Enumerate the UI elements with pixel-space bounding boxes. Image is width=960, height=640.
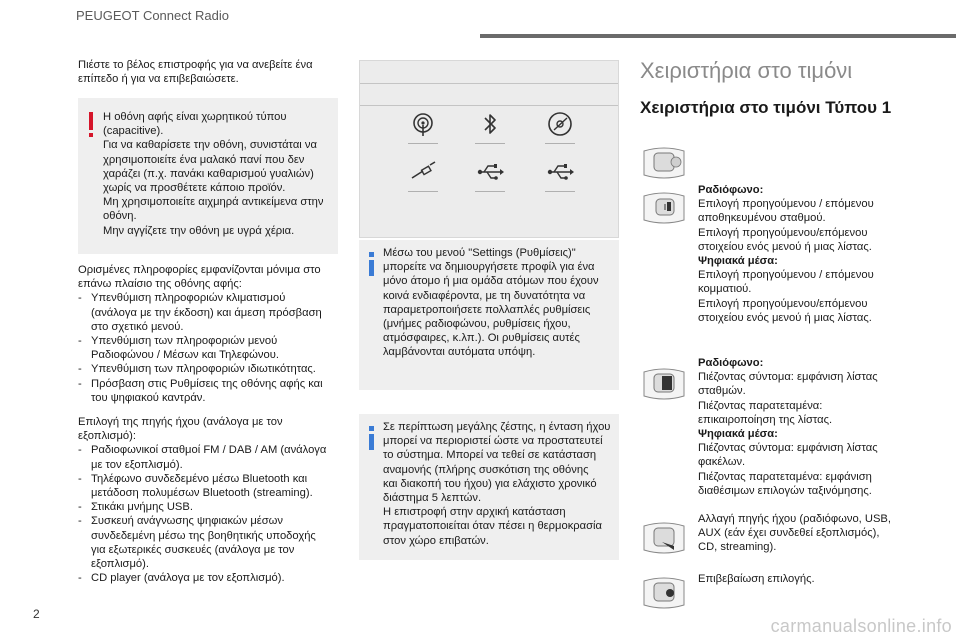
- watermark: carmanualsonline.info: [770, 616, 952, 636]
- text-line: αναμονής (πλήρης συσκότιση της οθόνης: [383, 463, 589, 476]
- text-line: - Συσκευή ανάγνωσης ψηφιακών μέσων: [91, 515, 284, 528]
- text-line: μόνο άτομο ή μια ομάδα ατόμων που έχουν: [383, 275, 599, 288]
- divider: [545, 143, 575, 144]
- text-line: (μνήμες ραδιοφώνου, ρυθμίσεις ήχου,: [383, 318, 571, 331]
- source-screen-illustration: [359, 60, 619, 238]
- text-line: μπορείτε να δημιουργήσετε προφίλ για ένα: [383, 261, 595, 274]
- text-line: - Πρόσβαση στις Ρυθμίσεις της οθόνης αφής και: [91, 377, 323, 390]
- list-item: [78, 472, 340, 500]
- divider: [408, 191, 438, 192]
- text-line: κοινά ενδιαφέροντα, με τη δυνατότητα να: [383, 289, 586, 302]
- bluetooth-icon[interactable]: [475, 109, 505, 139]
- intro-paragraph: [78, 58, 340, 86]
- text-line: Ορισμένες πληροφορίες εμφανίζονται μόνιμα στο: [78, 264, 321, 276]
- text-line: ατμόσφαιρες, κ.λπ.). Οι ρυθμίσεις αυτές: [383, 332, 580, 345]
- text-line: - Στικάκι μνήμης USB.: [91, 501, 193, 514]
- text-line: Σε περίπτωση μεγάλης ζέστης, η ένταση ήχου: [383, 421, 611, 433]
- warning-text: [103, 110, 331, 238]
- text-line: Πιέζοντας σύντομα: εμφάνιση λίστας: [698, 371, 878, 384]
- display-info-list: [78, 291, 340, 405]
- text-line: κομματιού.: [698, 283, 752, 296]
- page-number: 2: [33, 607, 40, 621]
- cd-icon[interactable]: [545, 109, 575, 139]
- text-line: διάστημα 5 λεπτών.: [383, 492, 482, 505]
- text-line: Πιέζοντας σύντομα: εμφάνιση λίστας: [698, 442, 878, 455]
- text-line: (ανάλογα με την έκδοση) και άμεση πρόσβαση: [91, 306, 322, 319]
- info-icon: [367, 252, 377, 278]
- list-item: [78, 291, 340, 334]
- source-control-description: [698, 512, 910, 555]
- text-line: στοιχείου ενός μενού ή μιας λίστας.: [698, 311, 872, 324]
- text-line: Η οθόνη αφής είναι χωρητικού τύπου: [103, 111, 287, 123]
- header-divider: [480, 34, 956, 38]
- usb-icon[interactable]: [545, 157, 575, 187]
- text-line: Πιέζοντας παρατεταμένα: εμφάνιση: [698, 470, 872, 483]
- text-line: του ψηφιακού καντράν.: [91, 391, 206, 404]
- display-info-section: [78, 263, 340, 405]
- text-line: στον χώρο επιβατών.: [383, 534, 489, 547]
- text-line: το σύστημα. Μπορεί να τεθεί σε κατάσταση: [383, 449, 597, 462]
- text-line: - CD player (ανάλογα με τον εξοπλισμό).: [91, 572, 285, 585]
- text-line: - Υπενθύμιση των πληροφοριών ιδιωτικότητας.: [91, 363, 316, 376]
- source-control-icon: [640, 520, 688, 556]
- text-line: στο σχετικό μενού.: [91, 320, 184, 333]
- text-line: Ραδιοφώνου / Μέσων και Τηλεφώνου.: [91, 349, 279, 362]
- radio-heading: Ραδιόφωνο:: [698, 357, 764, 369]
- divider: [545, 191, 575, 192]
- text-line: με τον εξοπλισμό).: [91, 458, 183, 471]
- list-item: [78, 443, 340, 471]
- text-line: χωρίς να προσθέτετε κάποιο προϊόν.: [103, 182, 286, 195]
- list-control-description: [698, 356, 910, 498]
- list-item: [78, 571, 340, 585]
- info-box-heat: [359, 414, 619, 560]
- text-line: στοιχείου ενός μενού ή μιας λίστας.: [698, 240, 872, 253]
- aux-jack-icon[interactable]: [408, 157, 438, 187]
- text-line: - Τηλέφωνο συνδεδεμένο μέσω Bluetooth και: [91, 472, 308, 485]
- usb-icon[interactable]: [475, 157, 505, 187]
- media-heading: Ψηφιακά μέσα:: [698, 428, 778, 441]
- info-icon: [367, 426, 377, 452]
- text-line: CD, streaming).: [698, 541, 777, 554]
- text-line: εξοπλισμό):: [78, 430, 136, 443]
- text-line: - Υπενθύμιση των πληροφοριών μενού: [91, 335, 278, 348]
- text-line: συνδεδεμένη μέσω της βοηθητικής υποδοχής: [91, 529, 316, 542]
- text-line: μπορεί να περιοριστεί ώστε να προστατευτεί: [383, 435, 603, 448]
- manual-title: PEUGEOT Connect Radio: [76, 8, 229, 23]
- text-line: επικαιροποίηση της λίστας.: [698, 413, 833, 426]
- text-line: Αλλαγή πηγής ήχου (ραδιόφωνο, USB,: [698, 513, 891, 525]
- text-line: διαθέσιμων επιλογών ταξινόμησης.: [698, 484, 872, 497]
- list-control-icon: [640, 366, 688, 402]
- text-line: Πιέστε το βέλος επιστροφής για να ανεβείτε ένα: [78, 59, 313, 71]
- text-line: Μην αγγίζετε την οθόνη με υγρά χέρια.: [103, 224, 295, 237]
- text-line: για εξωτερικές συσκευές (ανάλογα με τον: [91, 543, 295, 556]
- list-item: [78, 514, 340, 571]
- divider: [408, 143, 438, 144]
- text-line: - Ραδιοφωνικοί σταθμοί FM / DAB / AM (ανάλογα: [91, 444, 327, 457]
- text-line: Πιέζοντας παρατεταμένα:: [698, 399, 823, 412]
- text-line: - Υπενθύμιση πληροφοριών κλιματισμού: [91, 292, 286, 305]
- info-box-profiles: [359, 240, 619, 390]
- text-line: πραγματοποιείται όταν πέσει η θερμοκρασία: [383, 520, 602, 533]
- text-line: αποθηκευμένου σταθμού.: [698, 212, 826, 225]
- info-text: [383, 246, 613, 360]
- seek-control-icon: [640, 190, 688, 226]
- info-text: [383, 420, 613, 548]
- divider: [475, 191, 505, 192]
- warning-icon: [87, 112, 99, 140]
- media-heading: Ψηφιακά μέσα:: [698, 255, 778, 268]
- text-line: Για να καθαρίσετε την οθόνη, συνιστάται να: [103, 139, 317, 152]
- text-line: οθόνη.: [103, 210, 137, 223]
- text-line: Επιλογή της πηγής ήχου (ανάλογα με τον: [78, 416, 283, 428]
- text-line: παραμετροποιήσετε πολλαπλές ρυθμίσεις: [383, 303, 591, 316]
- text-line: Επιλογή προηγούμενου/επόμενου: [698, 226, 868, 239]
- text-line: χρησιμοποιείτε ένα μαλακό πανί που δεν: [103, 153, 305, 166]
- confirm-control-description: [698, 572, 910, 586]
- text-line: Επιλογή προηγούμενου/επόμενου: [698, 297, 868, 310]
- subsection-title: Χειριστήρια στο τιμόνι Τύπου 1: [640, 98, 892, 117]
- text-line: εξοπλισμό).: [91, 558, 149, 571]
- radio-heading: Ραδιόφωνο:: [698, 184, 764, 196]
- text-line: Επιβεβαίωση επιλογής.: [698, 573, 815, 585]
- text-line: Μη χρησιμοποιείτε αιχμηρά αντικείμενα στην: [103, 196, 324, 209]
- audio-sources-list: [78, 443, 340, 585]
- list-item: [78, 500, 340, 514]
- text-line: φακέλων.: [698, 456, 746, 469]
- text-line: χαράζει (π.χ. πανάκι καθαρισμού γυαλιών): [103, 167, 314, 180]
- radio-icon[interactable]: [408, 109, 438, 139]
- text-line: Επιλογή προηγούμενου / επόμενου: [698, 198, 874, 211]
- divider: [360, 105, 618, 106]
- list-item: [78, 377, 340, 405]
- list-item: [78, 362, 340, 376]
- text-line: επάνω πλαίσιο της οθόνης αφής:: [78, 278, 242, 291]
- text-line: AUX (εάν έχει συνδεθεί εξοπλισμός),: [698, 527, 880, 540]
- text-line: (capacitive).: [103, 125, 164, 138]
- text-line: και διακοπή του ήχου) για ελάχιστο χρονικό: [383, 477, 597, 490]
- list-item: [78, 334, 340, 362]
- text-line: λαμβάνονται αυτόματα υπόψη.: [383, 346, 536, 359]
- text-line: επίπεδο ή για να επιβεβαιώσετε.: [78, 73, 239, 86]
- text-line: Η επιστροφή στην αρχική κατάσταση: [383, 506, 566, 519]
- text-line: σταθμών.: [698, 385, 746, 398]
- warning-box: [78, 98, 338, 254]
- divider: [475, 143, 505, 144]
- audio-sources-section: [78, 415, 340, 585]
- text-line: μετάδοση πολυμέσων Bluetooth (streaming).: [91, 487, 313, 500]
- section-title: Χειριστήρια στο τιμόνι: [640, 58, 853, 83]
- divider: [360, 83, 618, 84]
- seek-control-description: [698, 183, 910, 325]
- confirm-control-icon: [640, 575, 688, 611]
- text-line: Μέσω του μενού "Settings (Ρυθμίσεις)": [383, 247, 576, 259]
- steering-control-overview-icon: [640, 145, 688, 181]
- text-line: Επιλογή προηγούμενου / επόμενου: [698, 269, 874, 282]
